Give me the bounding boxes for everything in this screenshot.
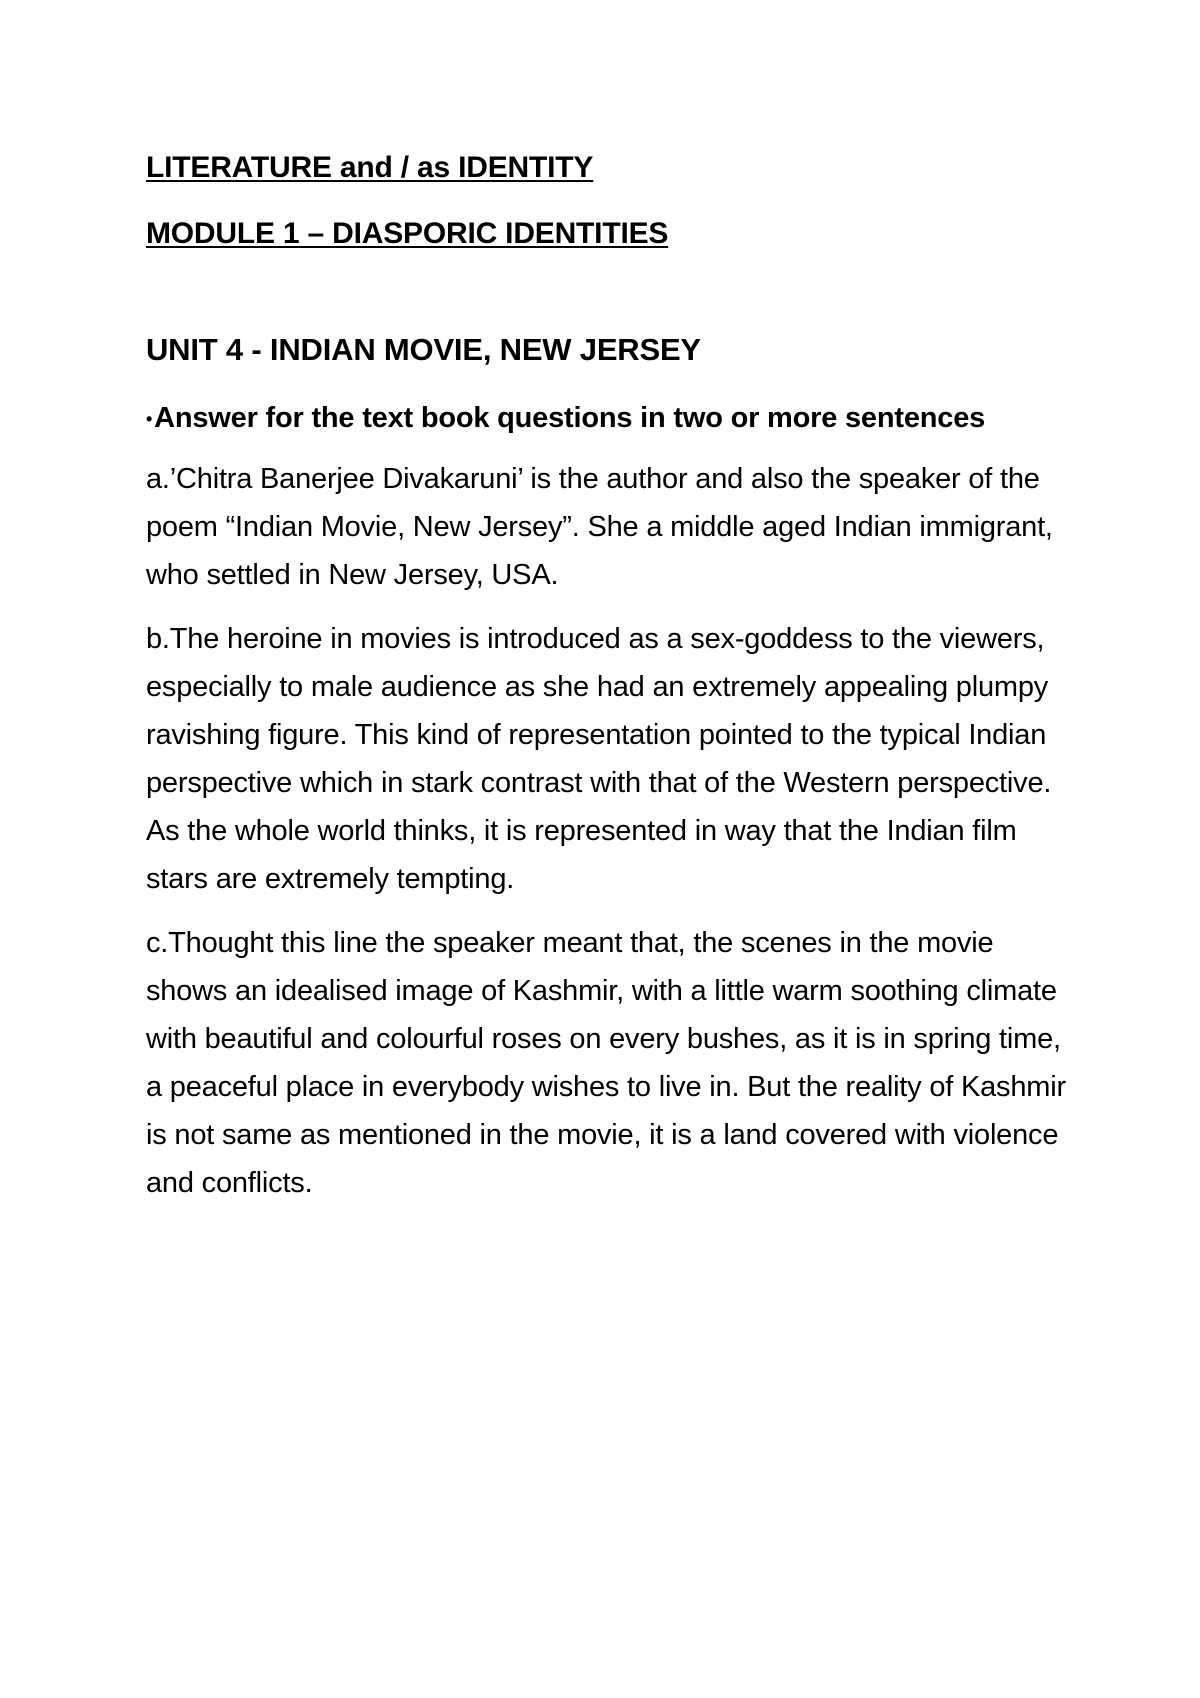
document-title: LITERATURE and / as IDENTITY [146,151,594,184]
answer-c: c.Thought this line the speaker meant that, the scenes in the movie shows an idealised image of Kashmir, with a little warm soothing climate with beautiful and colourful roses on every bushes, as it is in spring time, a peaceful place in everybody wishes to live in. But the reality of Kashmir is not same as mentioned in the movie, it is a land covered with violence and conflicts. [146,927,1066,1200]
module-heading: MODULE 1 – DIASPORIC IDENTITIES [146,217,669,250]
answer-a: a.’Chitra Banerjee Divakaruni’ is the author and also the speaker of the poem “Indian Movie, New Jersey”. She a middle aged Indian immigrant, who settled in New Jersey, USA. [146,463,1053,592]
instruction-text: Answer for the text book questions in two or more sentences [154,402,986,434]
unit-heading: UNIT 4 - INDIAN MOVIE, NEW JERSEY [146,332,701,367]
bullet-icon: • [146,409,153,430]
answer-b: b.The heroine in movies is introduced as a sex-goddess to the viewers, especially to male audience as she had an extremely appealing plumpy ravishing figure. This kind of representation pointed to the typical Indian perspective which in stark contrast with that of the Western perspective. As the whole world thinks, it is represented in way that the Indian film stars are extremely tempting. [146,623,1052,896]
instruction [146,394,1076,443]
document-page [146,150,1076,1223]
